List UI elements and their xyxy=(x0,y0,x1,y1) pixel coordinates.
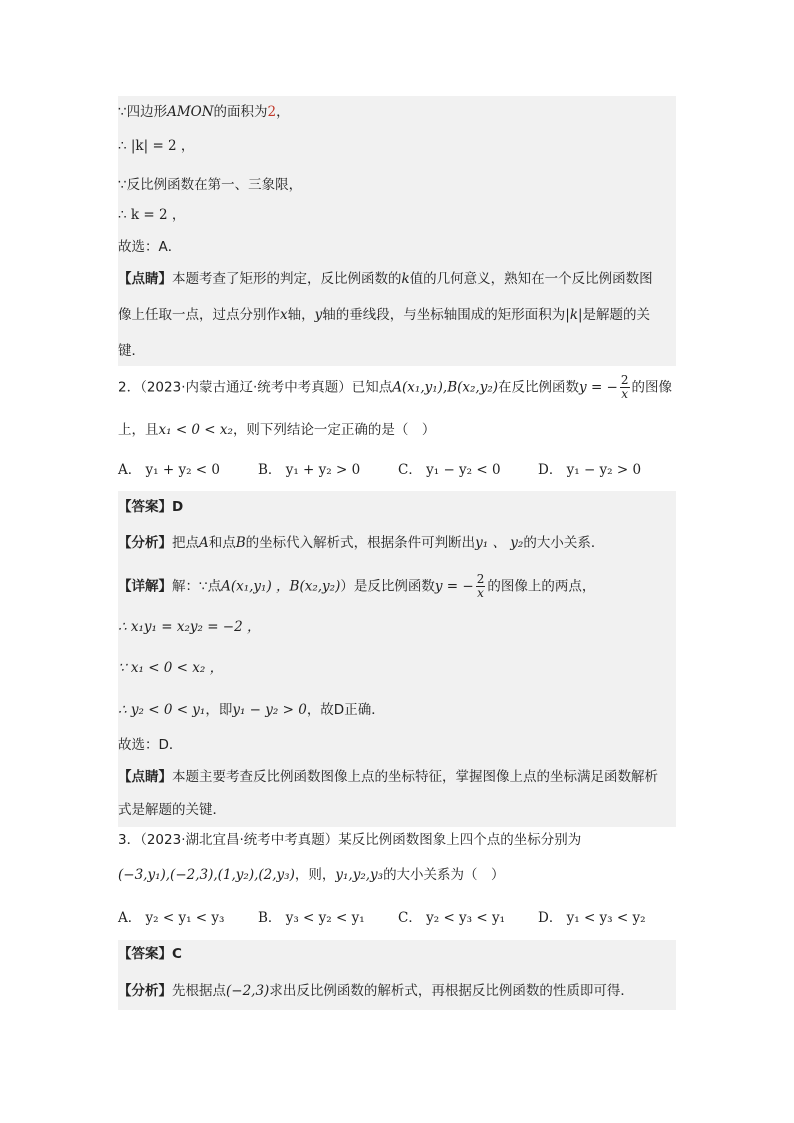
detail-step-3: ∴ y₂ < 0 < y₁，即y₁ − y₂ > 0，故D正确． xyxy=(118,702,385,718)
tip-2-line-1: 【点睛】本题主要考查反比例函数图像上点的坐标特征，掌握图像上点的坐标满足函数解析 xyxy=(118,769,658,785)
analysis-3: 【分析】先根据点(−2,3)求出反比例函数的解析式，再根据反比例函数的性质即可得． xyxy=(118,983,634,999)
option-c: C． y₁ − y₂ < 0 xyxy=(398,462,501,478)
option-c: C． y₂ < y₃ < y₁ xyxy=(398,910,506,926)
question-2-stem-line-2: 上，且x₁ < 0 < x₂，则下列结论一定正确的是（ ） xyxy=(118,422,436,438)
detail-step-1: ∴ x₁y₁ = x₂y₂ = −2 ， xyxy=(118,619,261,635)
answer-2: 【答案】D xyxy=(118,499,184,515)
option-d: D． y₁ < y₃ < y₂ xyxy=(538,910,646,926)
option-a: A． y₁ + y₂ < 0 xyxy=(118,462,220,478)
fraction: $\frac{2}{x}$ xyxy=(620,373,629,401)
solution-line-3: ∵反比例函数在第一、三象限， xyxy=(118,177,303,193)
solution-line-2: ∴ |k| = 2 ， xyxy=(118,138,195,154)
option-b: B． y₃ < y₂ < y₁ xyxy=(258,910,365,926)
analysis-2: 【分析】把点A和点B的坐标代入解析式，根据条件可判断出y₁ 、 y₂的大小关系． xyxy=(118,535,605,551)
option-a: A． y₂ < y₁ < y₃ xyxy=(118,910,225,926)
tip-line-2: 像上任取一点，过点分别作x轴，y轴的垂线段，与坐标轴围成的矩形面积为|k|是解题的关 xyxy=(118,307,651,323)
solution-line-1: ∵四边形AMON的面积为2， xyxy=(118,104,290,120)
tip-line-1: 【点睛】本题考查了矩形的判定，反比例函数的k值的几何意义，熟知在一个反比例函数图 xyxy=(118,271,653,287)
choose-line-2: 故选：D． xyxy=(118,737,183,753)
question-3-stem-line-2: (−3,y₁),(−2,3),(1,y₂),(2,y₃)，则，y₁,y₂,y₃的大小关系为（ ） xyxy=(118,867,505,883)
detail-step-2: ∵ x₁ < 0 < x₂ ， xyxy=(118,660,224,676)
tip-2-line-2: 式是解题的关键． xyxy=(118,802,226,818)
detail-2: 【详解】解：∵点A(x₁,y₁) ，B(x₂,y₂)）是反比例函数y = − $\frac{2}{x}$ 的图像上的两点， xyxy=(118,572,596,600)
fraction: $\frac{2}{x}$ xyxy=(476,572,485,600)
tip-line-3: 键． xyxy=(118,343,145,359)
question-2-stem: 2．（2023·内蒙古通辽·统考中考真题）已知点A(x₁,y₁),B(x₂,y₂)在反比例函数y = − $\frac{2}{x}$ 的图像 xyxy=(118,373,673,401)
answer-3: 【答案】C xyxy=(118,946,182,962)
option-d: D． y₁ − y₂ > 0 xyxy=(538,462,642,478)
choose-line-1: 故选：A． xyxy=(118,239,182,255)
option-b: B． y₁ + y₂ > 0 xyxy=(258,462,361,478)
question-3-stem: 3．（2023·湖北宜昌·统考中考真题）某反比例函数图象上四个点的坐标分别为 xyxy=(118,832,582,848)
solution-line-4: ∴ k = 2 ， xyxy=(118,207,186,223)
